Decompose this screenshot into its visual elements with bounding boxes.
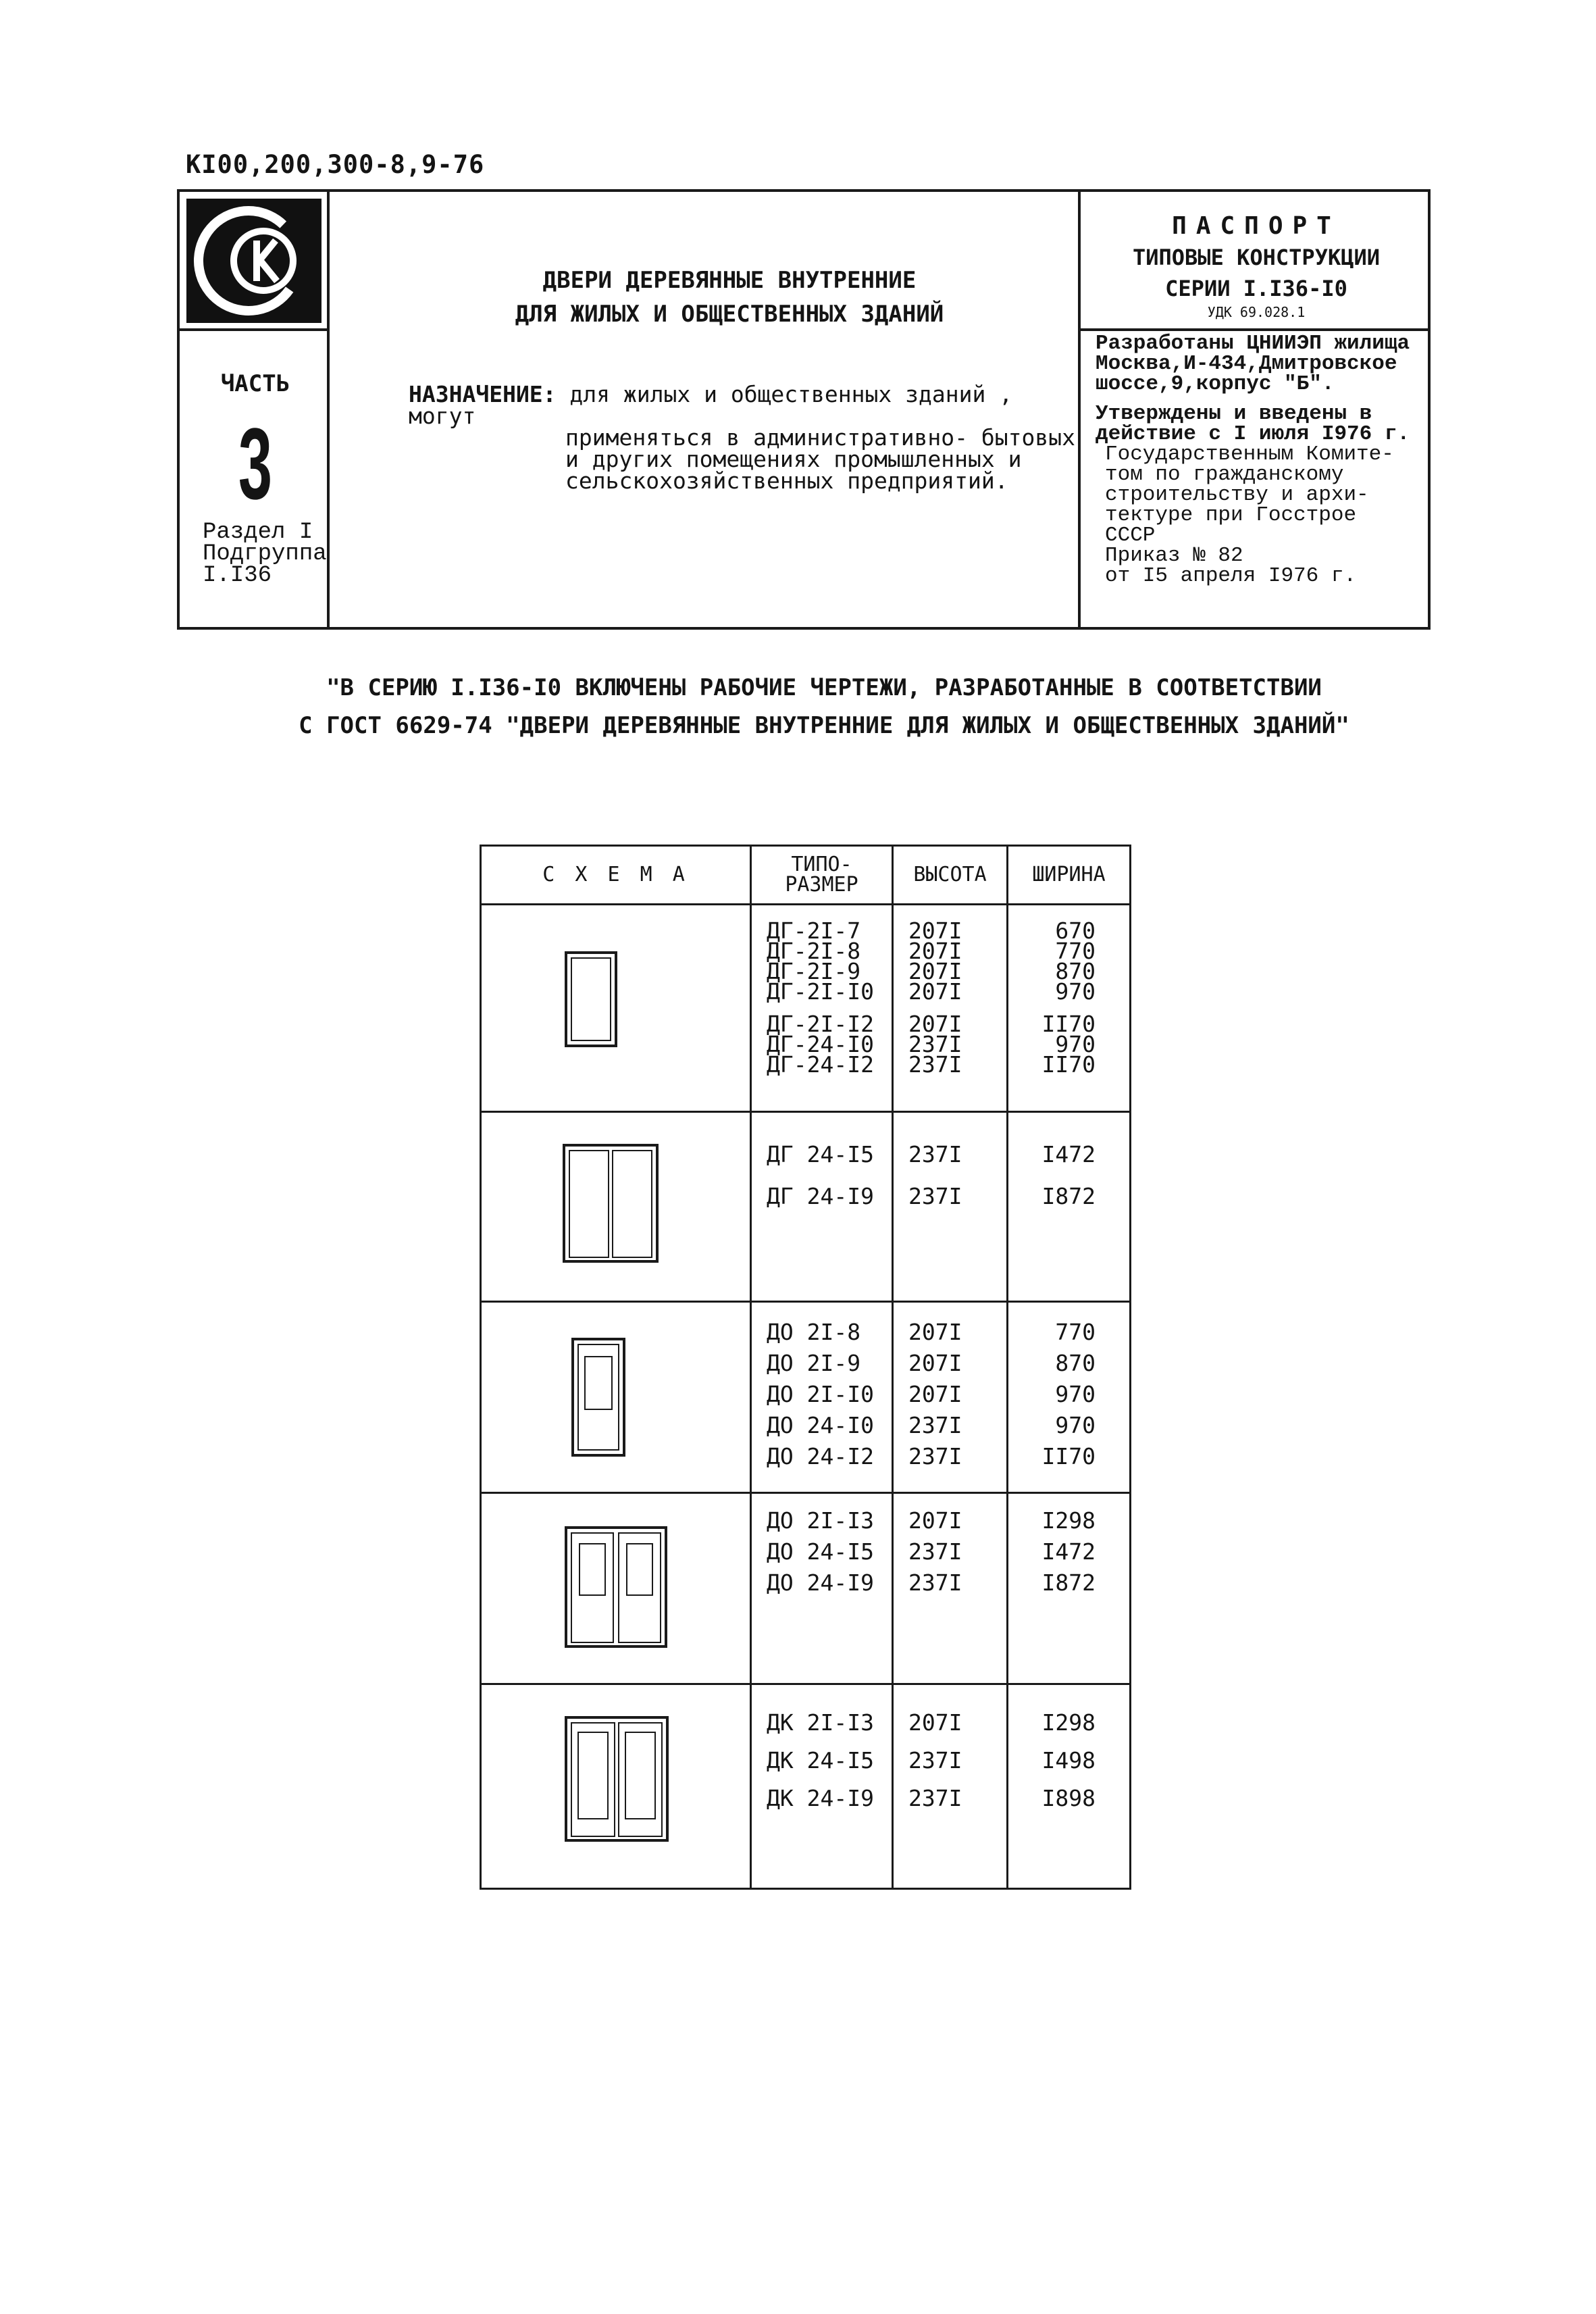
- size-cell: ДО 24-I9: [767, 1569, 874, 1596]
- height-cell: 237I: [908, 1569, 962, 1596]
- size-cell: ДГ-2I-I2: [767, 1011, 874, 1037]
- approval-line: строительству и архи-: [1105, 483, 1369, 507]
- width-cell: 870: [1055, 1350, 1096, 1376]
- height-cell: 207I: [908, 1350, 962, 1376]
- title-line: ДВЕРИ ДЕРЕВЯННЫЕ ВНУТРЕННИЕ: [542, 267, 917, 294]
- part-label: ЧАСТЬ: [220, 370, 290, 397]
- passport-udk: УДК 69.028.1: [1207, 304, 1306, 320]
- ck-logo-icon: [181, 193, 327, 328]
- purpose-line: и других помещениях промышленных и: [565, 446, 1022, 472]
- developer-line: шоссе,9,корпус "Б".: [1096, 372, 1335, 396]
- height-cell: 237I: [908, 1443, 962, 1469]
- divider: [327, 189, 330, 630]
- intro-text: [297, 669, 1351, 745]
- developer-line: Разработаны ЦНИИЭП жилища: [1096, 332, 1410, 355]
- door-glass: [625, 1732, 655, 1819]
- height-cell: 237I: [908, 1031, 962, 1057]
- subgroup-value: I.I36: [203, 563, 272, 588]
- size-cell: ДГ 24-I5: [767, 1141, 874, 1167]
- size-cell: ДО 24-I5: [767, 1538, 874, 1565]
- width-cell: II70: [1041, 1051, 1096, 1078]
- height-cell: 207I: [908, 1381, 962, 1407]
- intro-line: С ГОСТ 6629-74 "ДВЕРИ ДЕРЕВЯННЫЕ ВНУТРЕННИЕ ДЛЯ ЖИЛЫХ И ОБЩЕСТВЕННЫХ ЗДАНИЙ": [299, 712, 1349, 739]
- height-cell: 207I: [908, 917, 962, 944]
- size-cell: ДК 24-I5: [767, 1747, 874, 1774]
- double-solid-door-icon: [482, 1113, 752, 1295]
- title-line: ДЛЯ ЖИЛЫХ И ОБЩЕСТВЕННЫХ ЗДАНИЙ: [515, 301, 944, 328]
- width-cell: 770: [1055, 1319, 1096, 1345]
- width-cell: II70: [1041, 1011, 1096, 1037]
- approval-line: действие с I июля I976 г.: [1096, 422, 1410, 446]
- height-cell: 207I: [908, 1011, 962, 1037]
- approval-line: Приказ № 82: [1105, 544, 1243, 568]
- width-cell: 870: [1055, 958, 1096, 984]
- width-cell: II70: [1041, 1443, 1096, 1469]
- door-frame: [566, 1528, 666, 1646]
- height-cell: 237I: [908, 1051, 962, 1078]
- single-solid-door-icon: [482, 905, 752, 1105]
- door-leaf: [613, 1151, 652, 1257]
- part-number: 3: [238, 407, 273, 520]
- passport-series: СЕРИИ I.I36-I0: [1165, 276, 1347, 301]
- width-cell: I872: [1041, 1569, 1096, 1596]
- document-code: КI00,200,300-8,9-76: [186, 150, 485, 179]
- table-row: [481, 1302, 1131, 1493]
- passport-block: [1087, 211, 1425, 320]
- size-cell: ДО 24-I0: [767, 1412, 874, 1438]
- purpose-line: для жилых и общественных зданий , могут: [409, 381, 1013, 429]
- document-title: [392, 263, 1067, 331]
- door-frame: [566, 953, 616, 1046]
- size-cell: ДО 2I-8: [767, 1319, 861, 1345]
- door-leaf: [571, 1533, 613, 1642]
- approval-line: Утверждены и введены в: [1096, 402, 1372, 426]
- height-cell: 237I: [908, 1747, 962, 1774]
- width-cell: I472: [1041, 1141, 1096, 1167]
- header-size: ТИПО- РАЗМЕР: [751, 846, 893, 905]
- size-cell: ДГ-24-I2: [767, 1051, 874, 1078]
- double-framed-door-icon: [482, 1685, 752, 1882]
- passport-subtitle: ТИПОВЫЕ КОНСТРУКЦИИ: [1132, 245, 1381, 270]
- door-glass: [578, 1732, 608, 1819]
- size-cell: ДО 24-I2: [767, 1443, 874, 1469]
- section-label: Раздел I: [203, 520, 313, 545]
- width-cell: 770: [1055, 938, 1096, 964]
- size-cell: ДК 2I-I3: [767, 1709, 874, 1736]
- width-cell: I872: [1041, 1183, 1096, 1209]
- size-cell: ДГ 24-I9: [767, 1183, 874, 1209]
- table-row: [481, 1684, 1131, 1889]
- door-glass: [580, 1544, 605, 1595]
- height-cell: 207I: [908, 1507, 962, 1534]
- width-cell: I898: [1041, 1785, 1096, 1811]
- door-leaf: [569, 1151, 609, 1257]
- divider: [1078, 328, 1431, 331]
- size-cell: ДГ-2I-I0: [767, 978, 874, 1005]
- width-cell: I472: [1041, 1538, 1096, 1565]
- size-cell: ДГ-2I-8: [767, 938, 861, 964]
- approval-line: СССР: [1105, 524, 1156, 547]
- size-cell: ДГ-2I-7: [767, 917, 861, 944]
- table-row: [481, 905, 1131, 1112]
- table-row: [481, 1112, 1131, 1302]
- size-cell: ДО 2I-I3: [767, 1507, 874, 1534]
- height-cell: 237I: [908, 1183, 962, 1209]
- purpose-line: применяться в административно- бытовых: [565, 424, 1075, 451]
- width-cell: 670: [1055, 917, 1096, 944]
- height-cell: 207I: [908, 978, 962, 1005]
- width-cell: I298: [1041, 1709, 1096, 1736]
- intro-line: "В СЕРИЮ I.I36-I0 ВКЛЮЧЕНЫ РАБОЧИЕ ЧЕРТЕЖИ, РАЗРАБОТАННЫЕ В СООТВЕТСТВИИ: [326, 674, 1322, 701]
- header-scheme: С Х Е М А: [481, 846, 751, 905]
- developer-info: [1096, 334, 1426, 586]
- door-frame: [564, 1145, 657, 1261]
- table-row: [481, 1493, 1131, 1684]
- purpose-line: сельскохозяйственных предприятий.: [565, 468, 1008, 494]
- width-cell: 970: [1055, 1412, 1096, 1438]
- divider: [177, 328, 328, 331]
- size-cell: ДГ-2I-9: [767, 958, 861, 984]
- height-cell: 207I: [908, 1709, 962, 1736]
- section-info: [203, 522, 327, 586]
- divider: [1078, 189, 1081, 630]
- subgroup-label: Подгруппа: [203, 541, 327, 567]
- height-cell: 207I: [908, 958, 962, 984]
- width-cell: I298: [1041, 1507, 1096, 1534]
- door-leaf: [571, 958, 611, 1040]
- developer-line: Москва,И-434,Дмитровское: [1096, 352, 1397, 376]
- height-cell: 237I: [908, 1141, 962, 1167]
- approval-line: том по гражданскому: [1105, 463, 1344, 486]
- height-cell: 207I: [908, 1319, 962, 1345]
- size-cell: ДО 2I-I0: [767, 1381, 874, 1407]
- approval-line: тектуре при Госстрое: [1105, 503, 1357, 527]
- width-cell: I498: [1041, 1747, 1096, 1774]
- header-width: ШИРИНА: [1008, 846, 1131, 905]
- header-height: ВЫСОТА: [893, 846, 1008, 905]
- single-glazed-door-icon: [482, 1303, 752, 1486]
- height-cell: 207I: [908, 938, 962, 964]
- width-cell: 970: [1055, 1031, 1096, 1057]
- table-header-row: [481, 846, 1131, 905]
- door-glass: [627, 1544, 652, 1595]
- door-size-table: [480, 845, 1129, 1890]
- height-cell: 237I: [908, 1412, 962, 1438]
- size-cell: ДО 2I-9: [767, 1350, 861, 1376]
- size-cell: ДК 24-I9: [767, 1785, 874, 1811]
- height-cell: 237I: [908, 1538, 962, 1565]
- door-frame: [566, 1717, 667, 1840]
- door-leaf: [619, 1533, 661, 1642]
- passport-title: ПАСПОРТ: [1172, 212, 1341, 240]
- door-glass: [585, 1357, 612, 1409]
- purpose-text: [409, 381, 1077, 494]
- width-cell: 970: [1055, 978, 1096, 1005]
- approval-line: Государственным Комите-: [1105, 443, 1394, 466]
- size-cell: ДГ-24-I0: [767, 1031, 874, 1057]
- double-glazed-door-icon: [482, 1494, 752, 1678]
- purpose-label: НАЗНАЧЕНИЕ:: [409, 381, 557, 407]
- height-cell: 237I: [908, 1785, 962, 1811]
- width-cell: 970: [1055, 1381, 1096, 1407]
- approval-line: от I5 апреля I976 г.: [1105, 564, 1357, 588]
